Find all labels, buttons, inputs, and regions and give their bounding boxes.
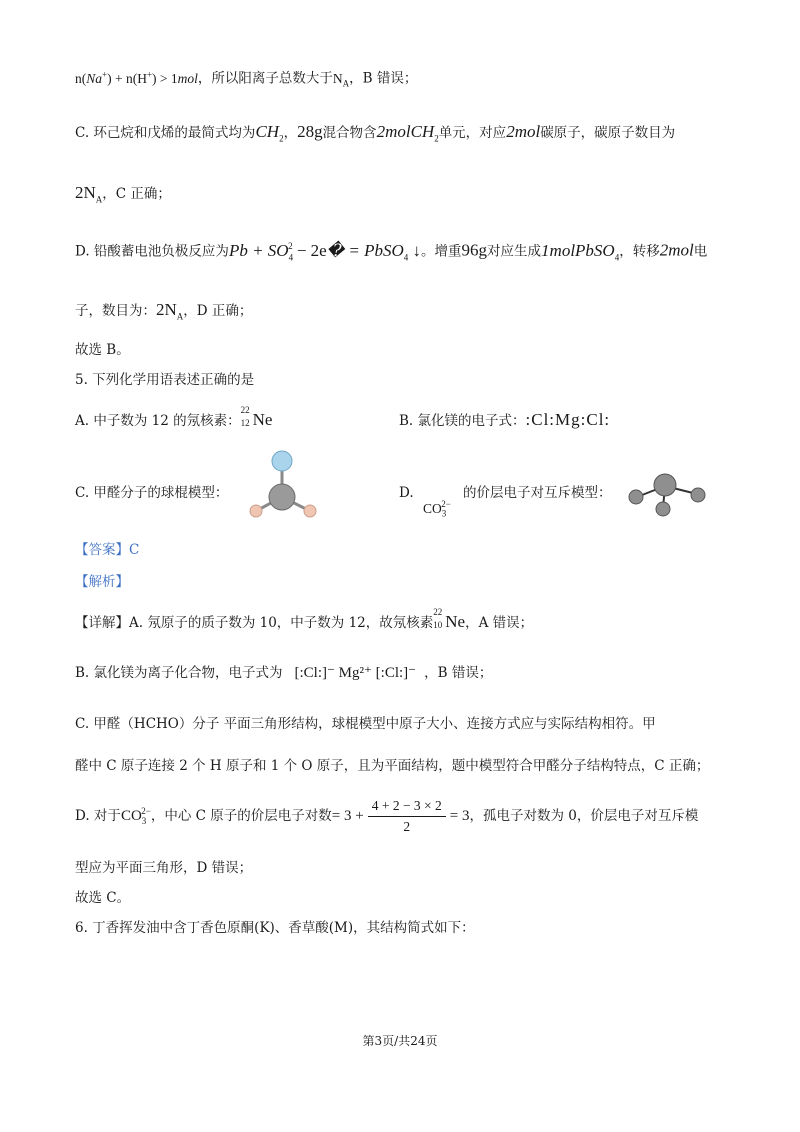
detail-b (75, 663, 492, 683)
line-4-mid: 。增重 (421, 243, 462, 260)
ch2-formula: $CH_2$ (255, 122, 284, 144)
eq-right: = 3 (449, 808, 470, 824)
hydrogen-atom (250, 505, 262, 517)
line-2 (75, 122, 675, 148)
line-1 (75, 64, 417, 93)
line-2-pre: C. 环己烷和戊烯的最简式均为 (75, 125, 256, 141)
carbonate-vsepr-model (625, 470, 715, 520)
detail-d-pre: D. 对于 (75, 808, 121, 824)
detail-a (75, 607, 534, 633)
mgcl2-electron-formula: :Cl:Mg:Cl: (525, 410, 611, 429)
analysis-label: 【解析】 (75, 574, 129, 590)
detail-d-2: 型应为平面三角形，D 错误； (75, 860, 253, 876)
line-2-mid: 混合物含 (322, 125, 377, 141)
line-4 (75, 236, 707, 267)
option-d-label: D. (399, 485, 414, 501)
line-1-tail: ，B 错误； (349, 70, 418, 87)
line-4-mid2: 对应生成 (487, 243, 542, 260)
line-1-suffix: ，所以阳离子总数大于 (197, 70, 333, 87)
line-3-tail: ，C 正确； (102, 186, 171, 202)
detail-a-tail: ，A 错误； (465, 615, 534, 631)
option-a (75, 405, 273, 431)
mass-28g: 28g (297, 122, 323, 141)
line-5-tail: ，D 正确； (183, 303, 253, 319)
hydrogen-atom (304, 505, 316, 517)
answer-label: 【答案】C (75, 542, 140, 558)
option-d-text: 的价层电子对互斥模型： (463, 485, 612, 501)
electron-count: $2N_A$ (156, 300, 184, 322)
pbso4-amount: 1molPbSO$_4$ (541, 240, 620, 263)
option-b-text: B. 氯化镁的电子式： (399, 413, 526, 429)
detail-c-1: C. 甲醛（HCHO）分子 平面三角形结构，球棍模型中原子大小、连接方式应与实际结构相符。甲 (75, 716, 656, 732)
detail-a-text: 【详解】A. 氖原子的质子数为 10，中子数为 12，故氖核素 (75, 615, 434, 631)
line-2-sep: ， (283, 125, 298, 141)
mgcl2-ionic-formula: [:Cl:]⁻ Mg²⁺ [:Cl:]⁻ (294, 665, 417, 681)
vsepr-center-atom (654, 474, 676, 496)
option-c-text: C. 甲醛分子的球棍模型： (75, 485, 229, 501)
line-5 (75, 300, 252, 326)
question-5-title: 5. 下列化学用语表述正确的是 (75, 372, 255, 388)
line-2-tail: 碳原子，碳原子数目为 (540, 125, 676, 141)
isotope-ne-22-10: 22 10 Ne (433, 607, 466, 631)
unit-2molch2: 2molCH$_2$ (376, 122, 439, 144)
detail-d-mid: ，中心 C 原子的价层电子对数 (150, 808, 332, 824)
line-1-na: $N_A$ (332, 70, 350, 89)
option-d (399, 483, 414, 503)
vsepr-ligand-atom (656, 502, 670, 516)
line-5-pre: 子，数目为： (75, 303, 156, 319)
electrode-equation: $Pb + SO_4^2$ − 2e� = PbSO$_4$ ↓ (228, 240, 422, 263)
mol-2-electrons: 2mol (659, 240, 694, 260)
oxygen-atom (272, 451, 292, 471)
detail-d-1 (75, 796, 698, 837)
detail-c-2: 醛中 C 原子连接 2 个 H 原子和 1 个 O 原子，且为平面结构，题中模型符合甲醛分子结构特点，C 正确； (75, 758, 710, 774)
formaldehyde-ball-stick-model (240, 445, 330, 525)
line-4-pre: D. 铅酸蓄电池负极反应为 (75, 243, 229, 260)
detail-d-tail: ，孤电子对数为 0，价层电子对互斥模 (469, 808, 699, 824)
option-a-text: A. 中子数为 12 的氖核素： (75, 413, 241, 429)
carbon-atom (269, 484, 295, 510)
line-1-formula: n(Na+) + n(H+) > 1mol (75, 69, 198, 86)
carbonate-ion: $CO_3^{2-}$ (423, 499, 451, 519)
option-d-ion (423, 494, 451, 523)
option-b (399, 410, 610, 431)
line-2-mid3: 单元，对应 (438, 125, 507, 141)
vsepr-fraction: $\frac{4 + 2 - 3 \times 2}{2}$ (368, 796, 446, 837)
vsepr-ligand-atom (691, 488, 705, 502)
isotope-ne-22-12: 22 12 Ne (240, 405, 273, 429)
mass-96g: 96g (461, 240, 488, 260)
question-6-title: 6. 丁香挥发油中含丁香色原酮(K)、香草酸(M)，其结构简式如下： (75, 920, 475, 936)
detail-b-tail: ，B 错误； (424, 665, 493, 681)
conclusion-c: 故选 C。 (75, 890, 131, 906)
conclusion-b: 故选 B。 (75, 342, 130, 358)
detail-b-text: B. 氯化镁为离子化合物，电子式为 (75, 665, 283, 681)
carbonate-ion-detail: $CO_3^{2-}$ (120, 806, 151, 826)
line-3 (75, 183, 171, 209)
eq-left: = 3 + (331, 808, 364, 824)
na-count: $2N_A$ (75, 183, 103, 205)
mol-2: 2mol (506, 122, 541, 141)
vsepr-ligand-atom (629, 490, 643, 504)
line-4-mid3: ，转移 (619, 243, 660, 260)
option-c (75, 483, 228, 503)
page-footer: 第3页/共24页 (362, 1034, 438, 1048)
line-4-tail: 电 (693, 243, 708, 260)
